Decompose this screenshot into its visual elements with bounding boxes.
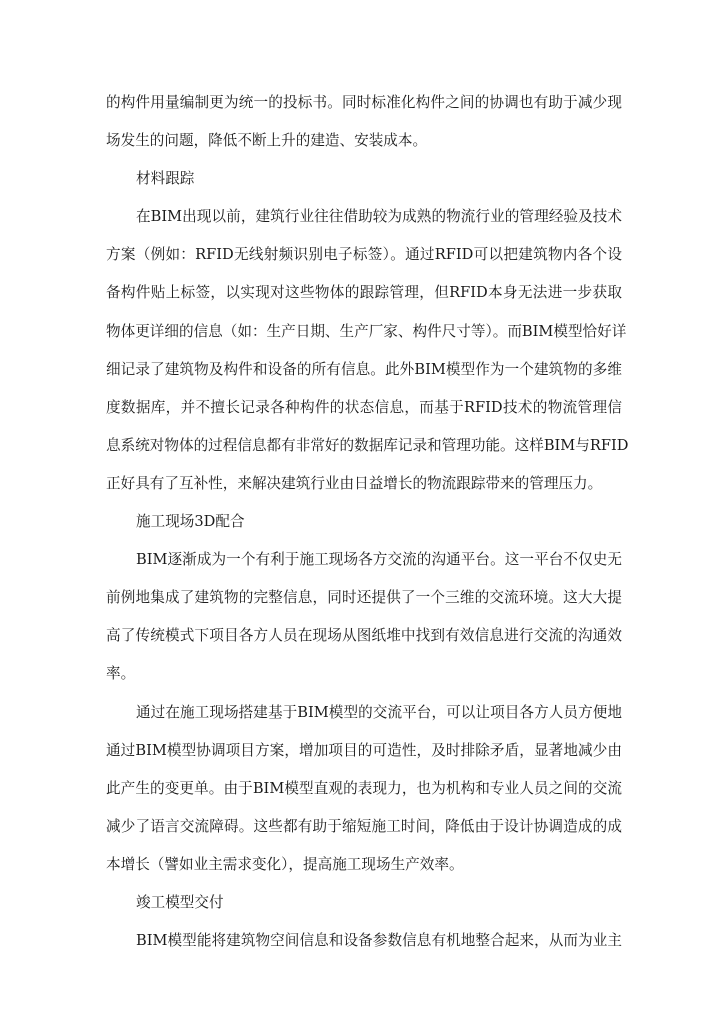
section-heading: 竣工模型交付	[136, 893, 224, 911]
paragraph-line: 物体更详细的信息（如：生产日期、生产厂家、构件尺寸等）。而BIM模型恰好详	[106, 322, 627, 340]
paragraph-line: 度数据库，并不擅长记录各种构件的状态信息，而基于RFID技术的物流管理信	[106, 398, 622, 416]
paragraph-line: 在BIM出现以前，建筑行业往往借助较为成熟的物流行业的管理经验及技术	[136, 208, 622, 226]
paragraph-line: BIM逐渐成为一个有利于施工现场各方交流的沟通平台。这一平台不仅史无	[136, 551, 622, 569]
paragraph-line: 减少了语言交流障碍。这些都有助于缩短施工时间，降低由于设计协调造成的成	[106, 817, 622, 835]
paragraph-line: 的构件用量编制更为统一的投标书。同时标准化构件之间的协调也有助于减少现	[106, 94, 622, 111]
section-heading: 施工现场3D配合	[136, 513, 245, 531]
paragraph-line: 通过BIM模型协调项目方案，增加项目的可造性，及时排除矛盾，显著地减少由	[106, 741, 622, 759]
paragraph-line: 此产生的变更单。由于BIM模型直观的表现力，也为机构和专业人员之间的交流	[106, 779, 622, 797]
paragraph-line: 场发生的问题，降低不断上升的建造、安装成本。	[106, 132, 428, 150]
paragraph-line: 本增长（譬如业主需求变化），提高施工现场生产效率。	[106, 855, 464, 873]
paragraph-line: 率。	[106, 665, 136, 683]
paragraph-line: 细记录了建筑物及构件和设备的所有信息。此外BIM模型作为一个建筑物的多维	[106, 360, 622, 378]
paragraph-line: 通过在施工现场搭建基于BIM模型的交流平台，可以让项目各方人员方便地	[136, 703, 622, 721]
document-page	[106, 84, 629, 960]
paragraph-line: 前例地集成了建筑物的完整信息，同时还提供了一个三维的交流环境。这大大提	[106, 589, 622, 607]
paragraph-line: 方案（例如：RFID无线射频识别电子标签）。通过RFID可以把建筑物内各个设	[106, 246, 622, 264]
paragraph-line: 备构件贴上标签，以实现对这些物体的跟踪管理，但RFID本身无法进一步获取	[106, 284, 622, 302]
paragraph-line: BIM模型能将建筑物空间信息和设备参数信息有机地整合起来，从而为业主	[136, 932, 622, 950]
paragraph-line: 息系统对物体的过程信息都有非常好的数据库记录和管理功能。这样BIM与RFID	[106, 436, 629, 454]
paragraph-line: 高了传统模式下项目各方人员在现场从图纸堆中找到有效信息进行交流的沟通效	[106, 627, 622, 645]
section-heading: 材料跟踪	[136, 170, 195, 188]
paragraph-line: 正好具有了互补性，来解决建筑行业由日益增长的物流跟踪带来的管理压力。	[106, 474, 603, 492]
